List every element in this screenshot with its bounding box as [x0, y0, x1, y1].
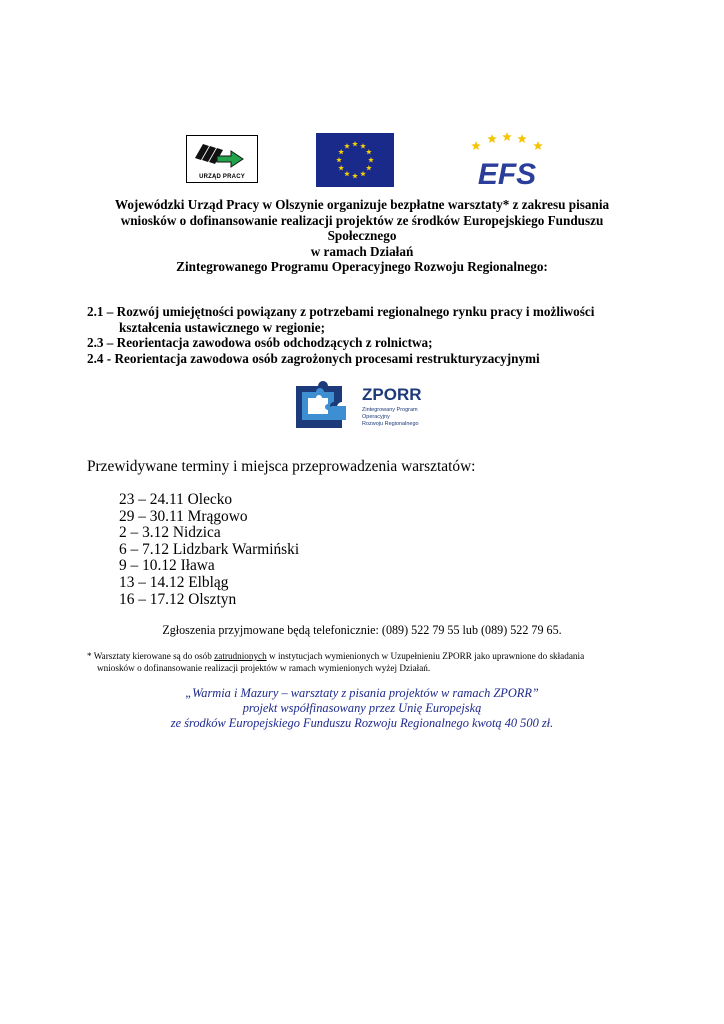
term-item: 2 – 3.12 Nidzica [119, 524, 221, 542]
efs-star-icon [487, 134, 497, 143]
footnote [87, 651, 647, 674]
efs-logo-text: EFS [477, 158, 537, 188]
efs-star-icon [533, 141, 543, 150]
term-item: 13 – 14.12 Elbląg [119, 573, 229, 591]
intro-heading [60, 197, 664, 275]
project-cofinancing: projekt współfinasowany przez Unię Europejską [242, 700, 482, 715]
project-title: „Warmia i Mazury – warsztaty z pisania projektów w ramach ZPORR” [185, 686, 539, 700]
term-item: 16 – 17.12 Olsztyn [119, 590, 237, 608]
footnote-text: * Warsztaty kierowane są do osób [87, 651, 215, 661]
efs-star-icon [471, 141, 481, 150]
intro-line: Społecznego [327, 228, 397, 243]
urzad-pracy-emblem-icon [187, 136, 257, 174]
intro-line: Wojewódzki Urząd Pracy w Olszynie organizuje bezpłatne warsztaty* z zakresu pisania [114, 197, 610, 212]
zporr-subtitle: Operacyjny [362, 414, 390, 420]
intro-line: wniosków o dofinansowanie realizacji projektów ze środków Europejskiego Funduszu [120, 212, 604, 228]
measures-list [87, 304, 687, 366]
urzad-pracy-logo [186, 135, 258, 183]
efs-star-icon [502, 132, 512, 141]
terms-heading: Przewidywane terminy i miejsca przeprowadzenia warsztatów: [87, 458, 476, 475]
terms-list [119, 492, 299, 608]
urzad-pracy-label: URZĄD PRACY [199, 174, 245, 180]
term-item: 6 – 7.12 Lidzbark Warmiński [119, 540, 300, 558]
term-item: 23 – 24.11 Olecko [119, 491, 233, 508]
project-note [0, 686, 724, 730]
zporr-subtitle: Rozwoju Regionalnego [362, 421, 419, 427]
contact-info: Zgłoszenia przyjmowane będą telefonicznie: (089) 522 79 55 lub (089) 522 79 65. [162, 623, 562, 637]
zporr-logo [292, 380, 442, 436]
measure-2-4: 2.4 - Reorientacja zawodowa osób zagrożonych procesami restrukturyzacyjnymi [87, 350, 540, 366]
term-item: 9 – 10.12 Iława [119, 557, 215, 575]
zporr-puzzle-icon [296, 381, 346, 428]
measure-2-1: 2.1 – Rozwój umiejętności powiązany z potrzebami regionalnego rynku pracy i możliwości [87, 304, 595, 319]
intro-line: w ramach Działań [310, 243, 414, 259]
project-funding: ze środków Europejskiego Funduszu Rozwoju Regionalnego kwotą 40 500 zł. [170, 715, 554, 730]
footnote-line-2: wniosków o dofinansowanie realizacji projektów w ramach wymienionych wyżej Działań. [97, 662, 431, 673]
efs-star-icon [517, 134, 527, 143]
efs-logo-icon [462, 132, 552, 188]
zporr-title: ZPORR [362, 385, 422, 404]
eu-flag-icon [316, 133, 394, 187]
intro-line: Zintegrowanego Programu Operacyjnego Rozwoju Regionalnego: [176, 259, 548, 274]
term-item: 29 – 30.11 Mrągowo [119, 507, 248, 525]
footnote-underlined: zatrudnionych [214, 651, 267, 661]
measure-2-3: 2.3 – Reorientacja zawodowa osób odchodzących z rolnictwa; [87, 335, 433, 350]
footnote-text: w instytucjach wymienionych w Uzupełnieniu ZPORR jako uprawnione do składania [266, 651, 585, 661]
zporr-subtitle: Zintegrowany Program [362, 407, 418, 413]
measure-2-1-continued: kształcenia ustawicznego w regionie; [119, 319, 325, 335]
